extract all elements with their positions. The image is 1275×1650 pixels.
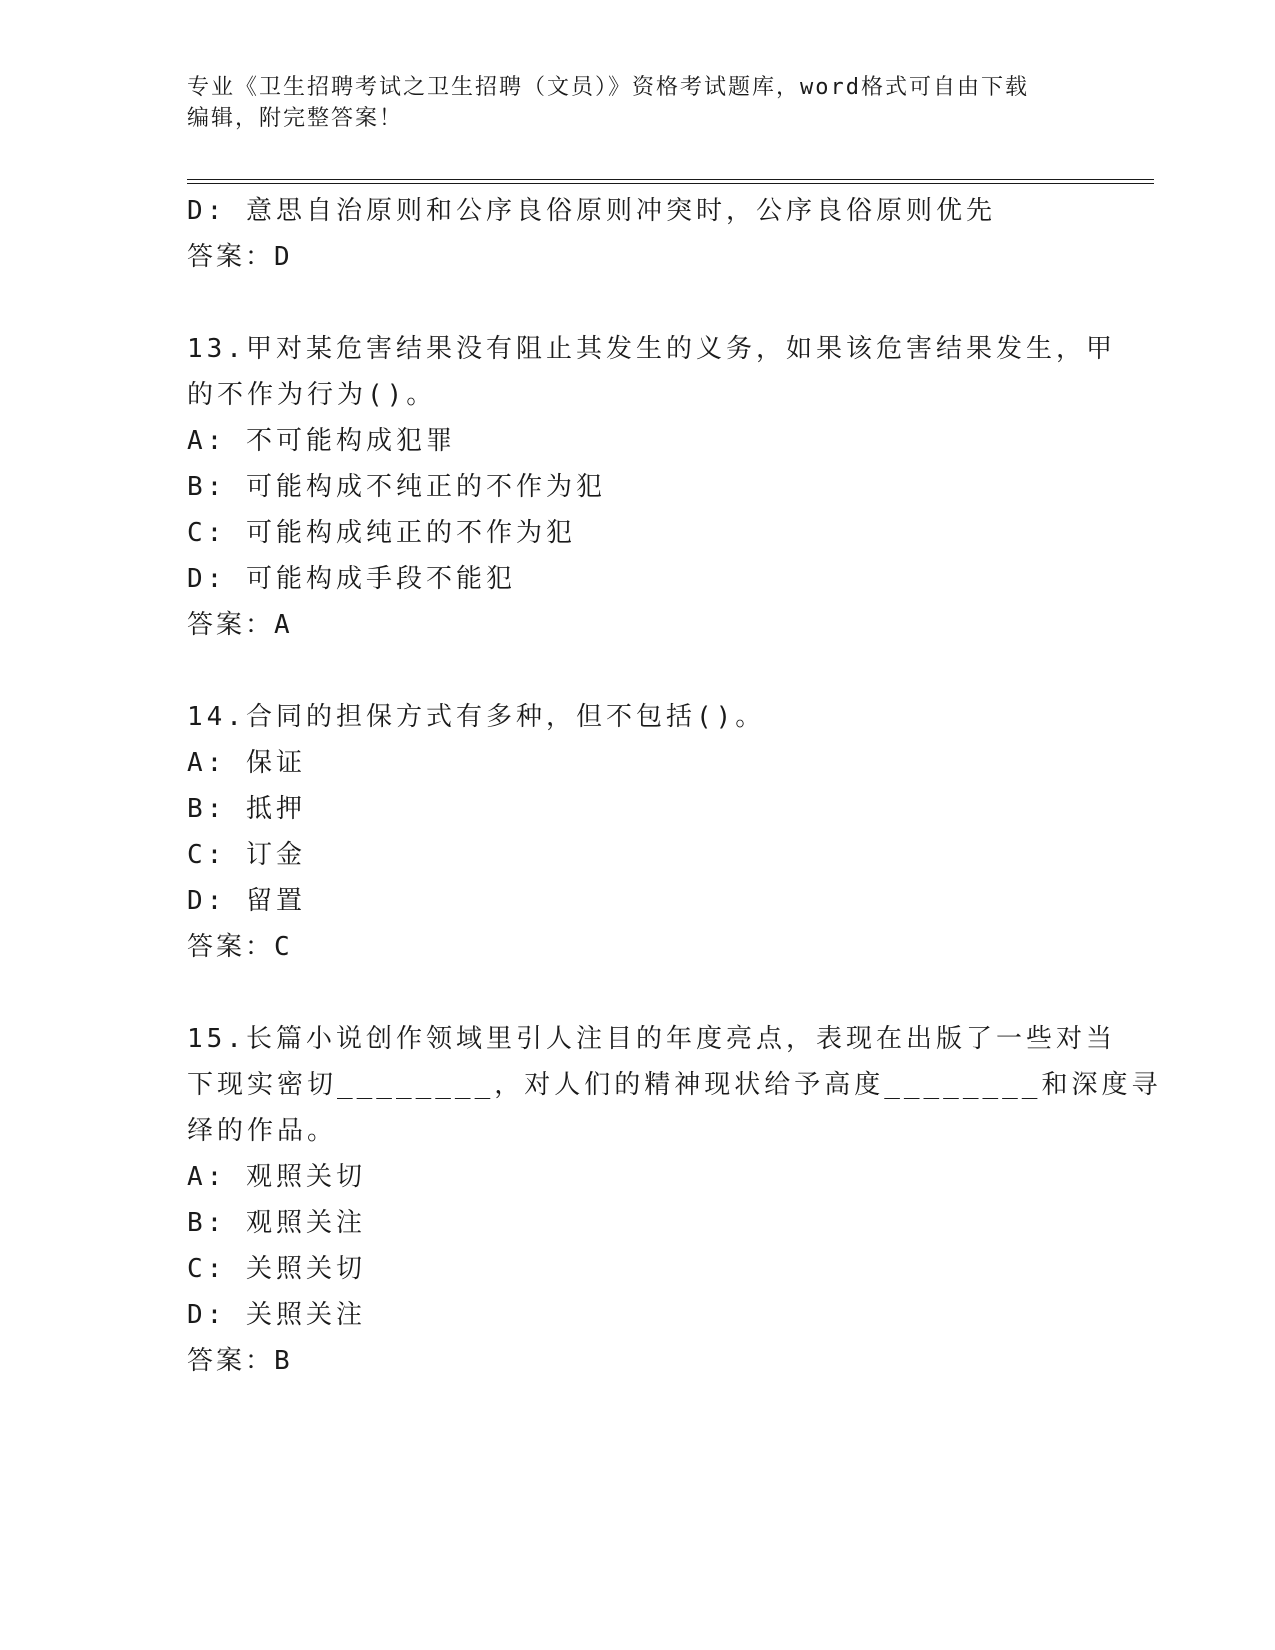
option-c: C: 关照关切 bbox=[187, 1254, 366, 1284]
spacer bbox=[187, 648, 1087, 694]
spacer bbox=[187, 280, 1087, 326]
question-stem: 14.合同的担保方式有多种，但不包括()。 bbox=[187, 702, 766, 732]
spacer bbox=[187, 970, 1087, 1016]
document-header bbox=[187, 72, 1087, 134]
header-divider-bottom bbox=[187, 183, 1154, 184]
question-content bbox=[187, 188, 1162, 1384]
question-stem: 15.长篇小说创作领域里引人注目的年度亮点，表现在出版了一些对当 bbox=[187, 1024, 1116, 1054]
option-c: C: 可能构成纯正的不作为犯 bbox=[187, 518, 576, 548]
question-stem: 的不作为行为()。 bbox=[187, 380, 437, 410]
question-14 bbox=[187, 694, 1087, 970]
answer-value: C bbox=[274, 932, 293, 962]
question-stem: 绎的作品。 bbox=[187, 1116, 338, 1146]
option-d: D: 留置 bbox=[187, 886, 306, 916]
header-divider-top bbox=[187, 179, 1154, 180]
option-c: C: 订金 bbox=[187, 840, 306, 870]
answer-value: D bbox=[274, 242, 293, 272]
answer-value: A bbox=[274, 610, 293, 640]
option-b: B: 可能构成不纯正的不作为犯 bbox=[187, 472, 606, 502]
option-d: D: 可能构成手段不能犯 bbox=[187, 564, 516, 594]
answer-line bbox=[187, 924, 1087, 970]
answer-value: B bbox=[274, 1346, 293, 1376]
question-stem: 下现实密切________，对人们的精神现状给予高度________和深度寻 bbox=[187, 1070, 1162, 1100]
answer-label: 答案： bbox=[187, 932, 275, 962]
answer-label: 答案： bbox=[187, 1346, 275, 1376]
answer-label: 答案： bbox=[187, 242, 275, 272]
header-line-2: 编辑，附完整答案！ bbox=[187, 106, 404, 131]
answer-line bbox=[187, 1338, 1087, 1384]
option-b: B: 观照关注 bbox=[187, 1208, 366, 1238]
question-13 bbox=[187, 326, 1116, 648]
answer-line bbox=[187, 602, 1087, 648]
question-stem: 13.甲对某危害结果没有阻止其发生的义务，如果该危害结果发生，甲 bbox=[187, 334, 1116, 364]
option-a: A: 观照关切 bbox=[187, 1162, 366, 1192]
prev-option-d: D: 意思自治原则和公序良俗原则冲突时，公序良俗原则优先 bbox=[187, 196, 996, 226]
option-a: A: 不可能构成犯罪 bbox=[187, 426, 456, 456]
prev-answer bbox=[187, 234, 1087, 280]
option-a: A: 保证 bbox=[187, 748, 306, 778]
answer-label: 答案： bbox=[187, 610, 275, 640]
option-d: D: 关照关注 bbox=[187, 1300, 366, 1330]
header-line-1: 专业《卫生招聘考试之卫生招聘（文员）》资格考试题库，word格式可自由下载 bbox=[187, 75, 1029, 100]
option-b: B: 抵押 bbox=[187, 794, 306, 824]
question-15 bbox=[187, 1016, 1162, 1384]
